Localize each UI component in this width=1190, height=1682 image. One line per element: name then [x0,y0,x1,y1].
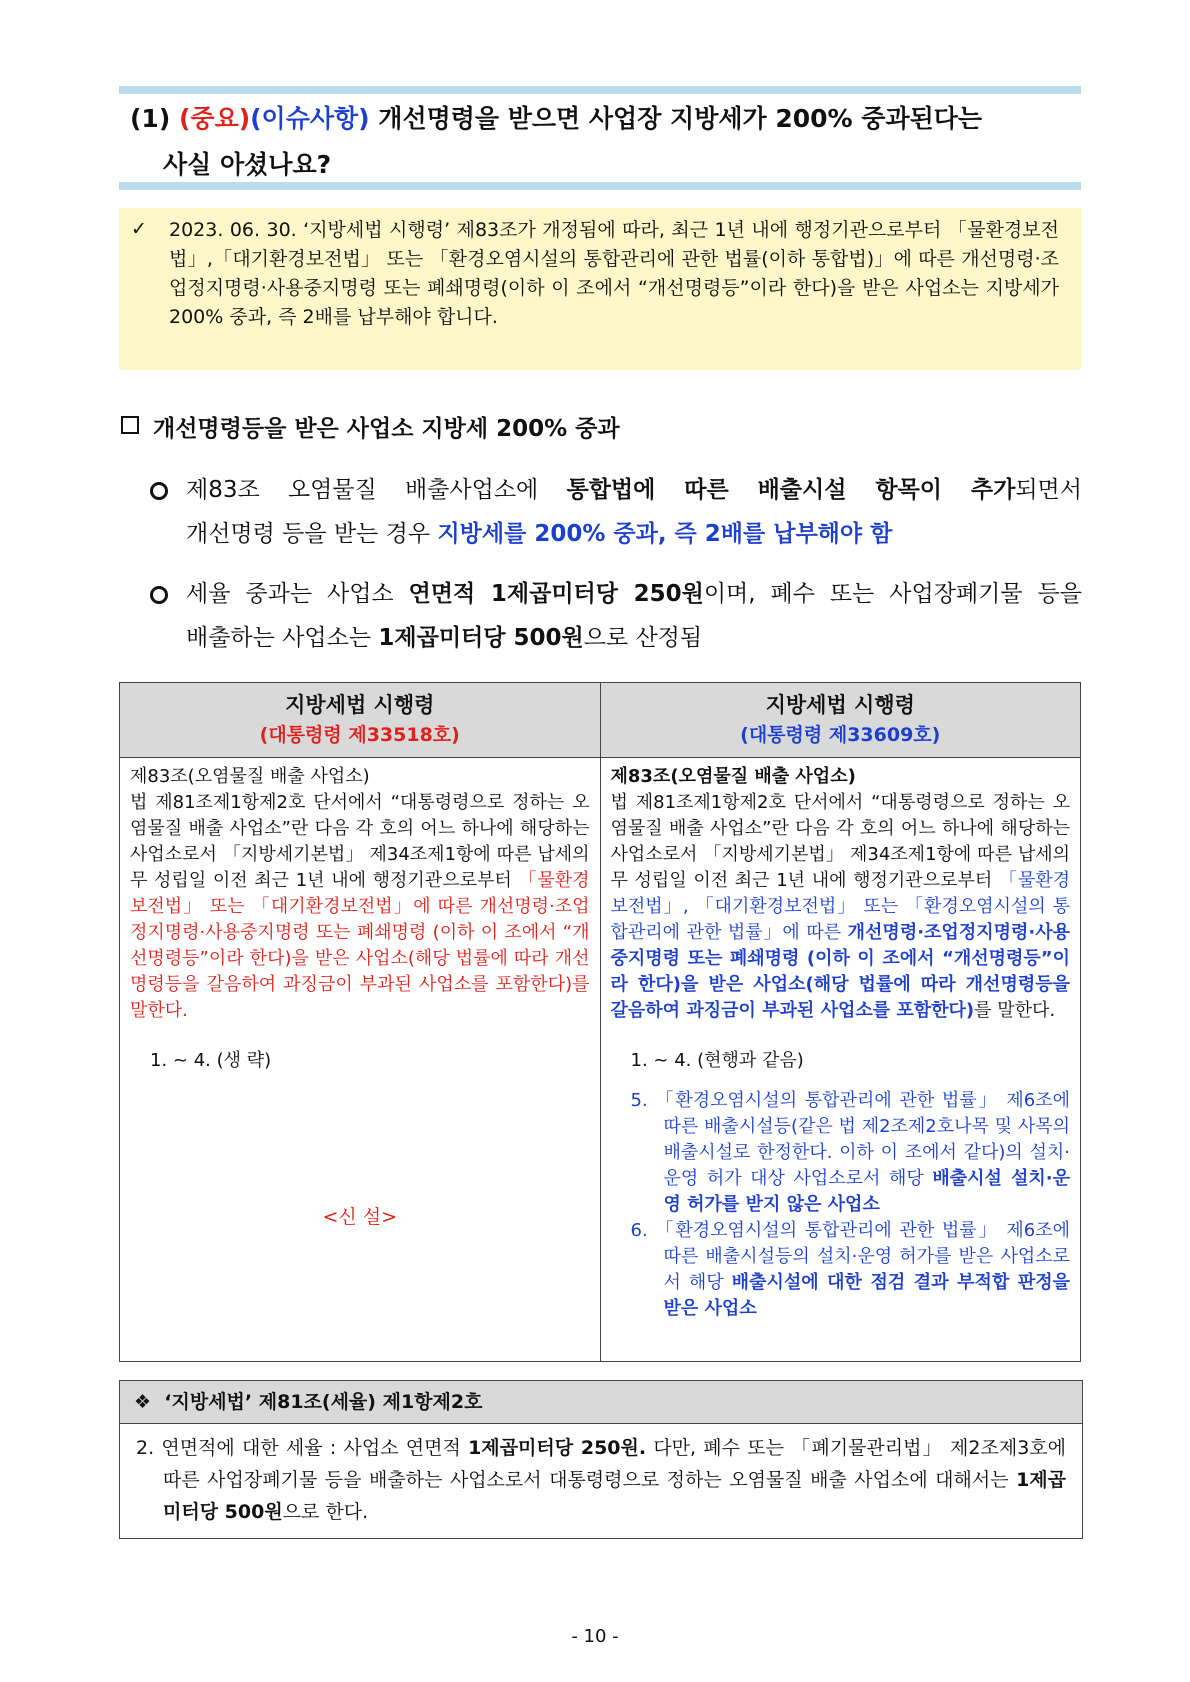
square-bullet-icon [121,416,139,434]
title-line1: 개선명령을 받으면 사업장 지방세가 200% 중과된다는 [378,104,983,133]
page-number: - 10 - [571,1626,619,1647]
article-text: 법 제81조제1항제2호 단서에서 “대통령령으로 정하는 오염물질 배출 사업소”란 다음 각 호의 어느 하나에 해당하는 사업소로서 「지방세기본법」 제34조제1항에 따른 납세의무 성립일 이전 최근 1년 내에 행정기관으로부터 [610,792,1070,891]
table-header-old [120,683,601,758]
table-header-sub: (대통령령 제33609호) [740,724,941,746]
bullet-item-2 [150,572,1082,660]
law-reference-header [120,1381,1082,1424]
item-emphasis: 배출시설 설치·운영 허가를 받지 않은 사업소 [663,1168,1070,1215]
title-line2: 사실 아셨나요? [163,150,332,179]
law-text: 2. 연면적에 대한 세율 : 사업소 연면적 [136,1437,469,1459]
law-reference-body [120,1424,1082,1538]
article-title: 제83조(오염물질 배출 사업소) [130,766,370,787]
table-header-new [600,683,1081,758]
article-item-5 [631,1088,1071,1218]
comparison-table [119,682,1081,1362]
table-header-title: 지방세법 시행령 [765,693,915,717]
article-text: 법 제81조제1항제2호 단서에서 “대통령령으로 정하는 오염물질 배출 사업소”란 다음 각 호의 어느 하나에 해당하는 사업소로서 「지방세기본법」 제34조제1항에 따른 납세의무 성립일 이전 최근 1년 내에 행정기관으로부터 [130,792,590,891]
law-reference-box [119,1380,1083,1539]
table-cell-old [120,758,601,1362]
bullet-text: 개선명령 등을 받는 경우 [186,521,438,547]
summary-note-box [119,208,1081,370]
article-item-6 [631,1218,1071,1322]
article-highlight: 「물환경보전법」, 「대기환경보전법」 또는 「환경오염시설의 통합관리에 관한 법률」에 따른 [610,870,1071,943]
article-body [611,790,1071,1024]
bullet-text: 으로 산정됨 [583,625,703,651]
diamond-icon: ❖ [134,1391,152,1413]
table-cell-new [600,758,1081,1362]
law-emphasis: 1제곱미터당 250원. [468,1437,647,1459]
bullet-text: 세율 중과는 사업소 [186,581,409,607]
bullet-text: 이며, 폐수 또는 사업장폐기물 등을 [703,581,1082,607]
article-body [130,790,590,1024]
title-tag-issue: (이슈사항) [250,104,370,133]
bullet-emphasis: 1제곱미터당 500원 [378,625,584,651]
bullet-text: 되면서 [1015,477,1082,503]
bullet-text: 제83조 오염물질 배출사업소에 [186,477,567,503]
check-icon: ✓ [131,218,147,240]
section-title: 개선명령등을 받은 사업소 지방세 200% 중과 [153,416,620,442]
item-text: 6. 「환경오염시설의 통합관리에 관한 법률」 제6조에 따른 배출시설등의 설치·운영 허가를 받은 사업소로서 해당 [630,1220,1070,1293]
bullet-emphasis: 통합법에 따른 배출시설 항목이 추가 [566,477,1016,503]
table-header-sub: (대통령령 제33518호) [259,724,460,746]
table-header-title: 지방세법 시행령 [285,693,435,717]
page-title [130,96,1070,188]
law-text: 으로 한다. [282,1501,369,1523]
article-items: 1. ~ 4. (생 략) [150,1050,272,1071]
law-reference-title: ‘지방세법’ 제81조(세율) 제1항제2호 [164,1391,483,1413]
bullet-text: 배출하는 사업소는 [186,625,379,651]
title-number: (1) [130,104,171,133]
item-emphasis: 배출시설에 대한 점검 결과 부적합 판정을 받은 사업소 [663,1272,1070,1319]
article-emphasis: 개선명령·조업정지명령·사용중지명령 또는 폐쇄명령 (이하 이 조에서 “개선명령등”이라 한다)을 받은 사업소(해당 법률에 따라 개선명령등을 갈음하여 과징금이 부과된 사업소를 포함한다) [610,922,1070,1021]
article-items: 1. ~ 4. (현행과 같음) [630,1050,804,1071]
title-tag-important: (중요) [178,104,251,133]
title-rule-top [119,86,1081,94]
circle-bullet-icon [150,482,168,500]
law-emphasis: 1제곱미터당 500원 [163,1469,1066,1523]
bullet-item-1 [150,468,1082,556]
new-provision-marker: <신 설> [322,1206,398,1228]
section-heading [121,410,620,443]
bullet-emphasis: 연면적 1제곱미터당 250원 [408,581,704,607]
summary-note-text: 2023. 06. 30. ‘지방세법 시행령’ 제83조가 개정됨에 따라, 최근 1년 내에 행정기관으로부터 「물환경보전법」,「대기환경보전법」 또는 「환경오염시설의 통합관리에 관한 법률(이하 통합법)」에 따른 개선명령·조업정지명령·사용중지명령 또는 폐쇄명령(이하 이 조에서 “개선명령등”이라 한다)을 받은 사업소는 지방세가 200% 중과, 즉 2배를 납부해야 합니다. [169,219,1059,328]
article-text: 를 말한다. [974,1000,1056,1021]
article-highlight: 「물환경보전법」 또는 「대기환경보전법」에 따른 개선명령·조업정지명령·사용중지명령 또는 폐쇄명령 (이하 이 조에서 “개선명령등”이라 한다)을 받은 사업소(해당 법률에 따라 개선명령등을 갈음하여 과징금이 부과된 사업소를 포함한다)를 말한다. [130,870,590,1021]
item-text: 5. 「환경오염시설의 통합관리에 관한 법률」 제6조에 따른 배출시설등(같은 법 제2조제2호나목 및 사목의 배출시설로 한정한다. 이하 이 조에서 같다)의 설치·운영 허가 대상 사업소로서 해당 [630,1090,1070,1189]
circle-bullet-icon [150,586,168,604]
bullet-emphasis: 지방세를 200% 중과, 즉 2배를 납부해야 함 [437,521,893,547]
article-title: 제83조(오염물질 배출 사업소) [610,766,856,787]
title-rule-bottom [119,182,1081,190]
law-text: 다만, 폐수 또는 「폐기물관리법」 제2조제3호에 따른 사업장폐기물 등을 배출하는 사업소로서 대통령령으로 정하는 오염물질 배출 사업소에 대해서는 [163,1437,1067,1491]
